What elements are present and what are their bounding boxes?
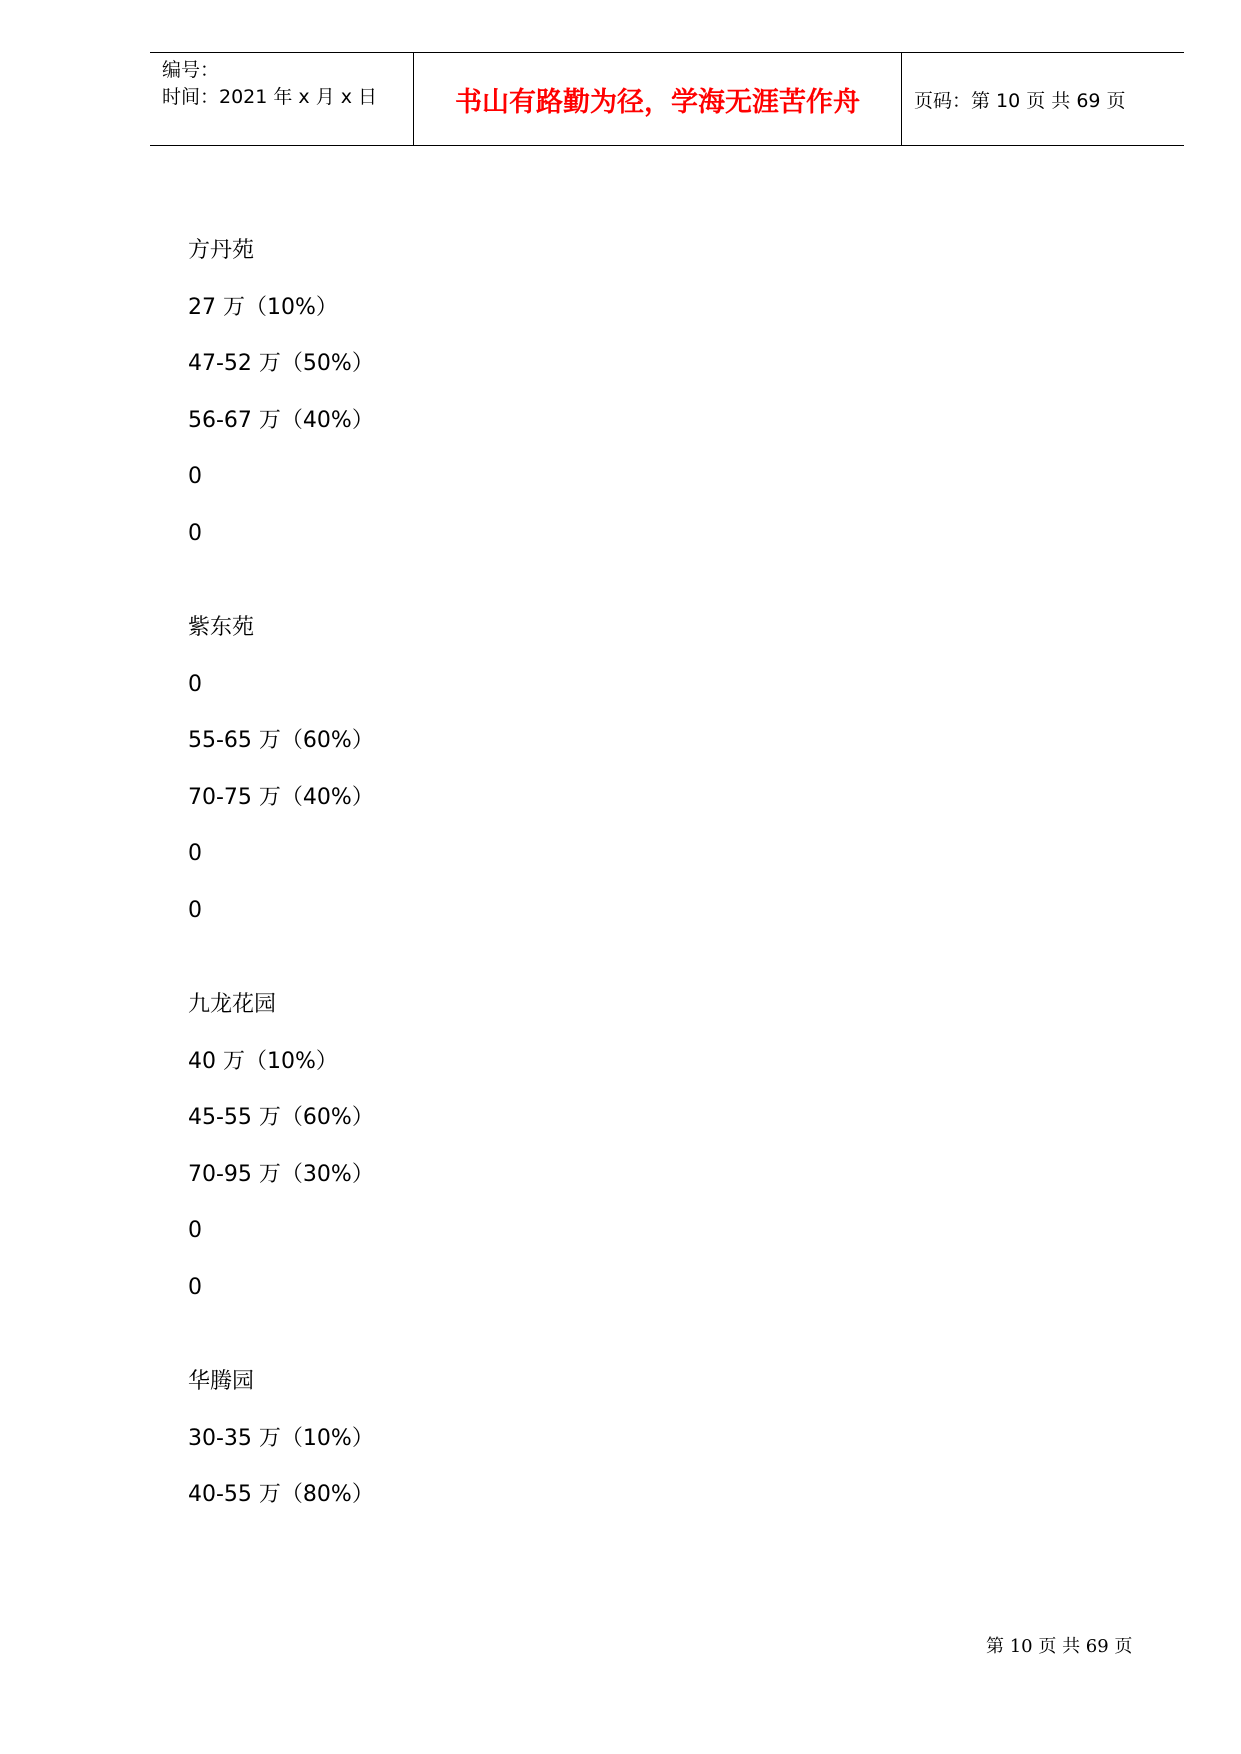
price-line: 55-65 万（60%） <box>188 728 374 753</box>
property-group <box>188 1367 1088 1537</box>
price-line: 0 <box>188 841 202 866</box>
page-header <box>150 52 1184 146</box>
property-name: 九龙花园 <box>188 992 277 1017</box>
header-meta <box>150 53 414 145</box>
property-name: 方丹苑 <box>188 238 255 263</box>
price-line: 45-55 万（60%） <box>188 1105 374 1130</box>
header-motto: 书山有路勤为径，学海无涯苦作舟 <box>455 86 860 118</box>
property-group <box>188 990 1088 1329</box>
price-line: 70-95 万（30%） <box>188 1161 374 1187</box>
price-line: 30-35 万（10%） <box>188 1425 374 1451</box>
property-name: 华腾园 <box>188 1369 255 1394</box>
footer-page-number: 第 10 页 共 69 页 <box>986 1636 1133 1657</box>
price-line: 0 <box>188 897 202 923</box>
price-line: 47-52 万（50%） <box>188 351 374 376</box>
price-line: 70-75 万（40%） <box>188 784 374 810</box>
price-line: 40-55 万（80%） <box>188 1482 374 1507</box>
document-time-label: 时间：2021 年 x 月 x 日 <box>162 86 378 108</box>
price-line: 0 <box>188 1218 202 1243</box>
price-line: 40 万（10%） <box>188 1048 338 1074</box>
document-number-label: 编号： <box>162 59 220 81</box>
price-line: 0 <box>188 1274 202 1300</box>
property-group <box>188 236 1088 575</box>
document-body <box>188 236 1088 1575</box>
price-line: 0 <box>188 671 202 697</box>
price-line: 0 <box>188 520 202 546</box>
header-page-info: 页码：第 10 页 共 69 页 <box>914 89 1126 112</box>
header-page-cell <box>902 53 1184 145</box>
header-motto-cell <box>414 53 902 145</box>
property-group <box>188 613 1088 952</box>
price-line: 27 万（10%） <box>188 294 338 320</box>
page-footer <box>986 1632 1132 1658</box>
property-name: 紫东苑 <box>188 615 255 640</box>
price-line: 0 <box>188 464 202 489</box>
price-line: 56-67 万（40%） <box>188 407 374 433</box>
